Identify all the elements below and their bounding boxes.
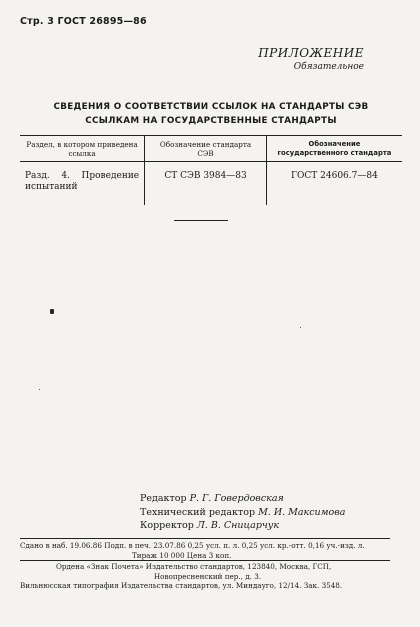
imprint-top-rule [20,538,390,539]
table-header-row [20,136,402,162]
cell-section: Разд. 4. Проведение испытаний [25,171,140,192]
imprint-line: Тираж 10 000 Цена 3 коп. [132,550,232,560]
page-header: Стр. 3 ГОСТ 26895—86 [20,16,147,27]
table-end-rule [174,220,228,221]
credit-role: Технический редактор [140,506,256,518]
appendix-title: ПРИЛОЖЕНИЕ [258,46,364,60]
printer-line: Ордена «Знак Почета» Издательство стандартов, 123840, Москва, ГСП, [56,562,332,571]
credit-role: Корректор [140,520,194,531]
document-title-line-1: СВЕДЕНИЯ О СООТВЕТСТВИИ ССЫЛОК НА СТАНДАРТЫ СЭВ [53,102,369,112]
credit-role: Редактор [140,493,187,504]
credit-tech-editor [140,506,345,520]
column-header-gost-standard: Обозначение государственного стандарта [266,136,402,162]
cell-cmea-standard: СТ СЭВ 3984—83 [145,162,267,206]
scan-speck [300,327,301,328]
column-header-section: Раздел, в котором приведена ссылка [20,136,145,162]
scan-speck [39,389,40,390]
credit-name: Л. В. Сницарчук [196,520,279,531]
document-title [30,100,392,128]
appendix-label [258,46,364,72]
appendix-subtitle: Обязательное [293,62,364,72]
cell-gost-standard: ГОСТ 24606.7—84 [266,162,402,206]
imprint-block [20,541,395,560]
table-row [20,162,402,206]
credit-name: Р. Г. Говердовская [189,493,284,504]
credit-proofreader [140,519,345,533]
editorial-credits [140,492,345,533]
printer-line: Новопресненский пер., д. 3. [153,571,262,581]
scan-speck [50,309,54,314]
credit-editor [140,492,345,506]
references-table [20,135,402,205]
printer-line: Вильнюсская типография Издательства стандартов, ул. Миндауго, 12/14. Зак. 3548. [20,581,343,590]
printer-info [20,562,395,591]
credit-name: М. И. Максимова [258,506,346,518]
column-header-cmea-standard: Обозначение стандарта СЭВ [145,136,267,162]
imprint-line: Сдано в наб. 19.06.86 Подп. в печ. 23.07.86 0,25 усл. п. л. 0,25 усл. кр.-отт. 0,16 уч.-изд. л. [20,541,365,550]
document-title-line-2: ССЫЛКАМ НА ГОСУДАРСТВЕННЫЕ СТАНДАРТЫ [85,116,337,126]
imprint-bottom-rule [20,560,390,561]
